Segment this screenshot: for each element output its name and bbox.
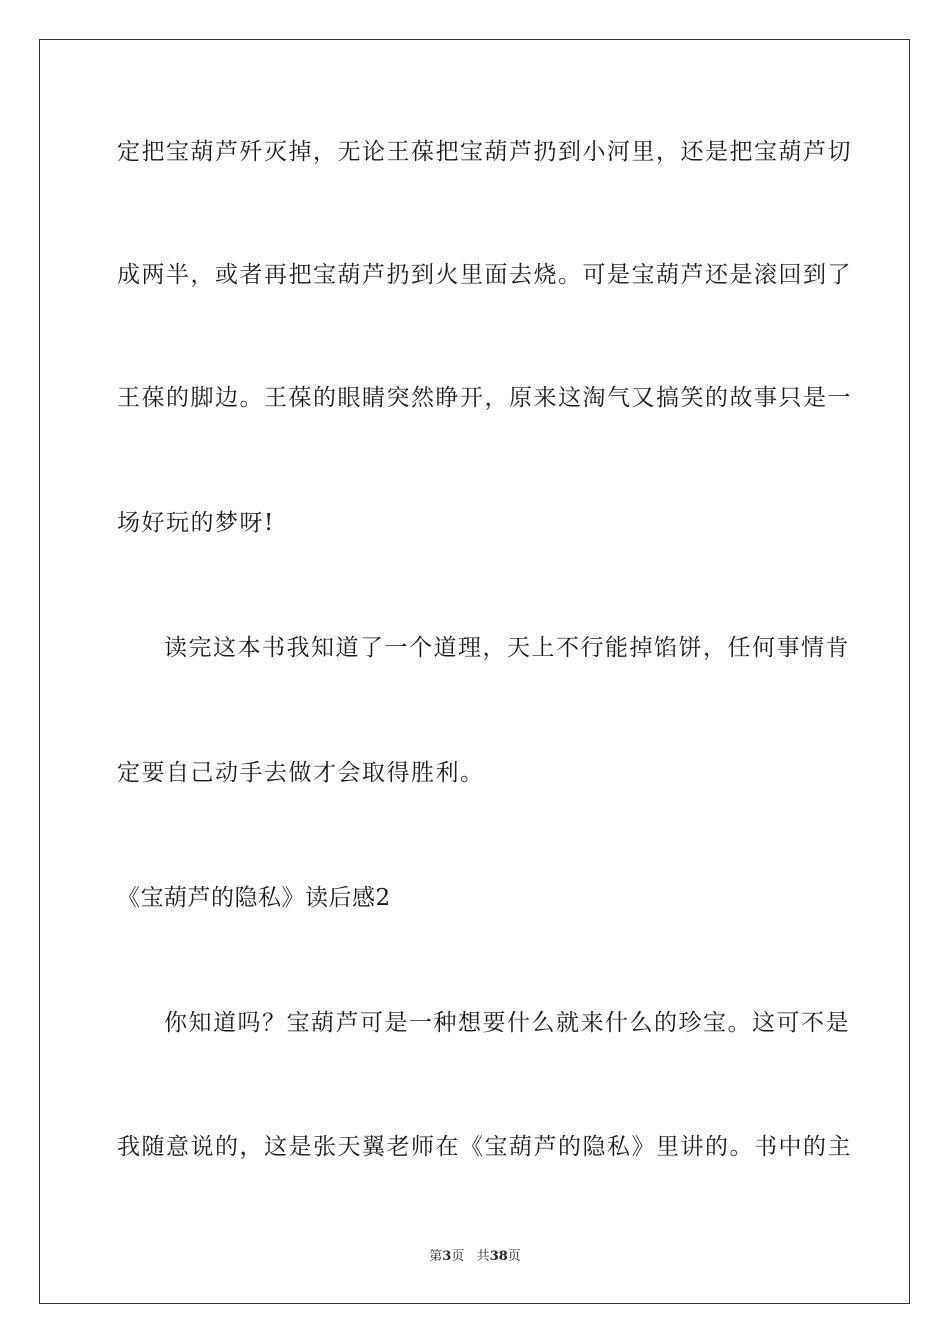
total-label-prefix: 共: [476, 1249, 490, 1264]
total-label-suffix: 页: [507, 1249, 521, 1264]
page-border: [39, 39, 910, 1304]
section-heading: 《宝葫芦的隐私》读后感2: [117, 885, 391, 911]
body-line-5: 读完这本书我知道了一个道理，天上不行能掉馅饼，任何事情肯: [164, 635, 850, 661]
page-footer: [0, 1249, 950, 1265]
body-line-9: 我随意说的，这是张天翼老师在《宝葫芦的隐私》里讲的。书中的主: [117, 1134, 852, 1160]
page-number: 3: [442, 1249, 452, 1264]
body-line-4: 场好玩的梦呀!: [117, 510, 275, 536]
body-line-3: 王葆的脚边。王葆的眼睛突然睁开，原来这淘气又搞笑的故事只是一: [117, 385, 852, 411]
page-label-prefix: 第: [429, 1249, 443, 1264]
body-line-8: 你知道吗？宝葫芦可是一种想要什么就来什么的珍宝。这可不是: [164, 1010, 850, 1036]
page-label-suffix: 页: [451, 1249, 465, 1264]
body-line-1: 定把宝葫芦歼灭掉，无论王葆把宝葫芦扔到小河里，还是把宝葫芦切: [117, 139, 852, 165]
total-pages: 38: [489, 1249, 508, 1264]
body-line-6: 定要自己动手去做才会取得胜利。: [117, 760, 485, 786]
body-line-2: 成两半，或者再把宝葫芦扔到火里面去烧。可是宝葫芦还是滚回到了: [117, 262, 852, 288]
